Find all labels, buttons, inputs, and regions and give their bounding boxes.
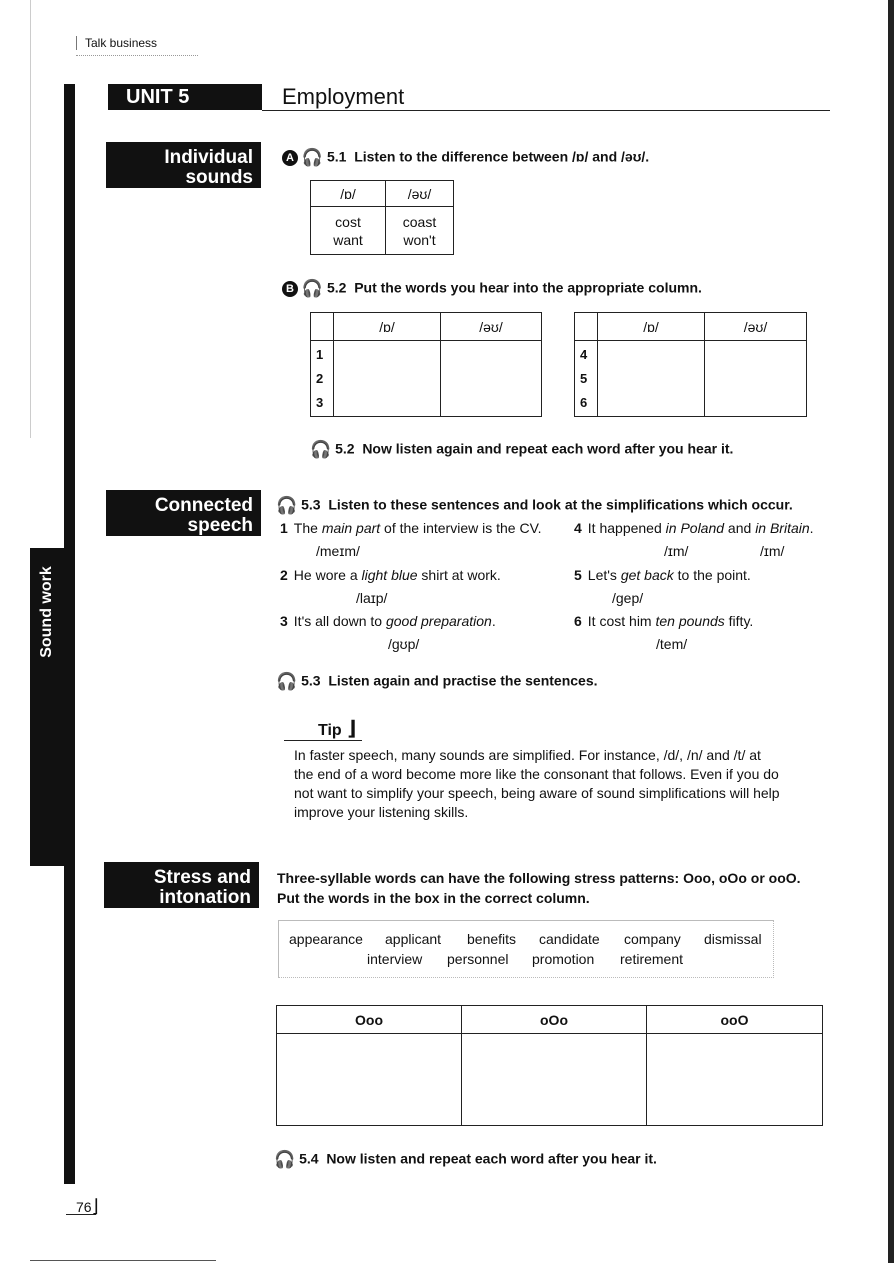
sentence-5: 5 Let's get back to the point.: [574, 567, 751, 583]
headphones-icon: 🎧: [274, 1150, 296, 1169]
answer-cell[interactable]: [441, 341, 542, 417]
stress-table: [276, 1005, 823, 1126]
word: appearance: [289, 931, 363, 947]
unit-title: Employment: [282, 84, 405, 109]
left-black-bar: [64, 84, 75, 1184]
table-header: oOo: [462, 1006, 647, 1034]
table-header: /əʊ/: [441, 313, 542, 341]
table-cell: coast won't: [386, 207, 454, 255]
sentence-5-ipa: /gep/: [612, 590, 644, 606]
header-section-label: Talk business: [76, 36, 157, 50]
sentence-2-ipa: /laɪp/: [356, 590, 388, 606]
table-header: ooO: [647, 1006, 823, 1034]
exercise-a-badge: A: [282, 150, 298, 166]
word: dismissal: [704, 931, 762, 947]
headphones-icon: 🎧: [301, 279, 324, 298]
headphones-icon: 🎧: [276, 496, 298, 515]
word: personnel: [447, 951, 509, 967]
section-label-stress: Stress and intonation: [104, 862, 259, 908]
sentence-6: 6 It cost him ten pounds fifty.: [574, 613, 754, 629]
answer-cell[interactable]: [334, 341, 441, 417]
word: interview: [367, 951, 423, 967]
connected-heading: 🎧 5.3 Listen to these sentences and look at the simplifications which occur.: [276, 496, 793, 515]
table-header: /ɒ/: [311, 181, 386, 207]
headphones-icon: 🎧: [301, 148, 324, 167]
unit-label: UNIT 5: [108, 84, 262, 110]
section-label-individual: Individual sounds: [106, 142, 261, 188]
answer-cell[interactable]: [705, 341, 807, 417]
tip-title: Tip ⌋: [318, 718, 357, 740]
exercise-b-repeat: 🎧 5.2 Now listen again and repeat each word after you hear it.: [310, 440, 734, 459]
sentence-1: 1 The main part of the interview is the CV.: [280, 520, 542, 536]
table-header: /ɒ/: [334, 313, 441, 341]
table-cell: cost want: [311, 207, 386, 255]
table-header: /ɒ/: [598, 313, 705, 341]
word: retirement: [620, 951, 684, 967]
tip-body: In faster speech, many sounds are simplified. For instance, /d/, /n/ and /t/ at the end of a word become more like the consonant that follows. Even if you do not want to simplify your speech, being aware of sound simplifications will help improve your listening skills.: [294, 747, 780, 820]
stress-repeat: 🎧 5.4 Now listen and repeat each word after you hear it.: [274, 1150, 657, 1169]
word: benefits: [467, 931, 517, 947]
word: promotion: [532, 951, 595, 967]
row-numbers: 4 5 6: [575, 341, 598, 417]
table-header: /əʊ/: [386, 181, 454, 207]
exercise-b-table-left: [310, 312, 542, 417]
page-number-rule: [66, 1214, 96, 1215]
headphones-icon: 🎧: [276, 672, 298, 691]
word-box: [278, 920, 774, 978]
exercise-a-heading: A 🎧 5.1 Listen to the difference between /ɒ/ and /əʊ/.: [282, 148, 649, 168]
exercise-b-table-right: [574, 312, 807, 417]
page-number: 76⌋: [76, 1196, 99, 1216]
section-label-connected: Connected speech: [106, 490, 261, 536]
table-header: Ooo: [277, 1006, 462, 1034]
connected-practise: 🎧 5.3 Listen again and practise the sentences.: [276, 672, 598, 691]
answer-cell[interactable]: [462, 1034, 647, 1126]
right-edge-bar: [888, 0, 894, 1263]
sentence-3: 3 It's all down to good preparation.: [280, 613, 496, 629]
row-numbers: 1 2 3: [311, 341, 334, 417]
exercise-a-table: [310, 180, 454, 255]
sentence-1-ipa: /meɪm/: [316, 543, 360, 559]
sentence-3-ipa: /gʊp/: [388, 636, 420, 652]
answer-cell[interactable]: [647, 1034, 823, 1126]
tip-rule: [284, 740, 362, 741]
stress-instruction: Three-syllable words can have the following stress patterns: Ooo, oOo or ooO. Put the words in the box in the correct column.: [277, 870, 801, 906]
word: company: [624, 931, 681, 947]
header-dotted-rule: [76, 55, 198, 56]
word: candidate: [539, 931, 600, 947]
sentence-4-ipa-1: /ɪm/: [664, 543, 689, 559]
sentence-6-ipa: /tem/: [656, 636, 688, 652]
sentence-4-ipa-2: /ɪm/: [760, 543, 785, 559]
sentence-2: 2 He wore a light blue shirt at work.: [280, 567, 501, 583]
answer-cell[interactable]: [598, 341, 705, 417]
word: applicant: [385, 931, 442, 947]
headphones-icon: 🎧: [310, 440, 332, 459]
footer-rule: [30, 1260, 216, 1261]
exercise-b-heading: B 🎧 5.2 Put the words you hear into the appropriate column.: [282, 279, 702, 299]
sentence-4: 4 It happened in Poland and in Britain.: [574, 520, 814, 536]
left-margin-line: [30, 0, 31, 438]
exercise-b-badge: B: [282, 281, 298, 297]
side-tab-label: Sound work: [38, 566, 55, 658]
answer-cell[interactable]: [277, 1034, 462, 1126]
unit-title-rule: [262, 110, 830, 111]
table-header: /əʊ/: [705, 313, 807, 341]
